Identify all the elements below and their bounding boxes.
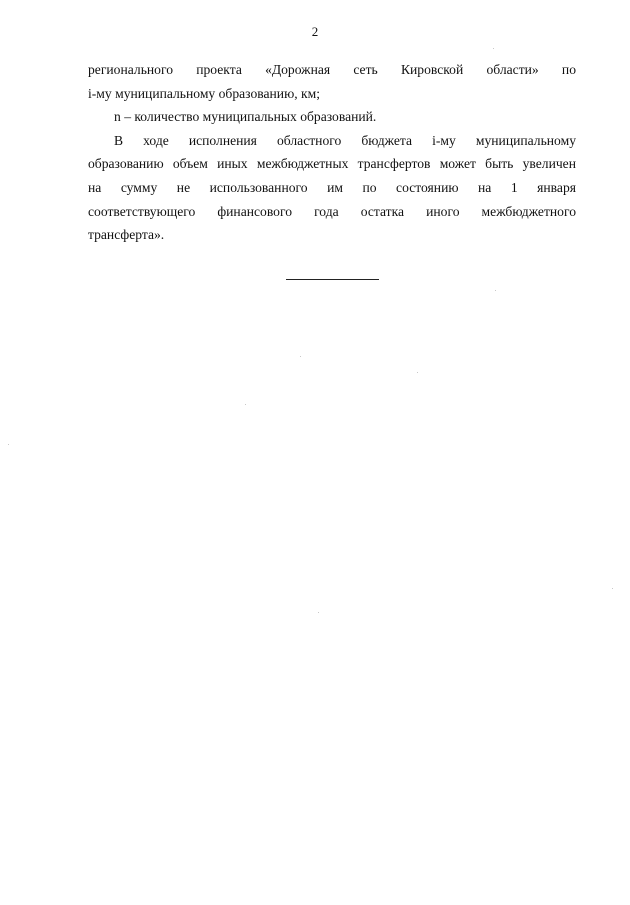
paragraph-3-line-5: трансферта».: [88, 227, 165, 243]
scan-speck: [495, 290, 496, 291]
scan-speck: [612, 588, 613, 589]
scan-speck: [245, 404, 246, 405]
end-separator-line: [286, 279, 379, 280]
paragraph-2-line-1: n – количество муниципальных образований.: [114, 109, 377, 125]
paragraph-3-line-2: образованию объем иных межбюджетных трансфертов может быть увеличен: [88, 156, 576, 172]
scan-speck: [493, 48, 494, 49]
scan-speck: [300, 356, 301, 357]
paragraph-3-line-4: соответствующего финансового года остатка иного межбюджетного: [88, 203, 576, 219]
page-number: 2: [311, 24, 319, 39]
paragraph-1-line-1: регионального проекта «Дорожная сеть Кировской области» по: [88, 62, 576, 77]
scan-speck: [318, 612, 319, 613]
paragraph-3-line-3: на сумму не использованного им по состоянию на 1 января: [88, 179, 576, 195]
scan-speck: [417, 372, 418, 373]
paragraph-3-line-1: В ходе исполнения областного бюджета i-му муниципальному: [114, 132, 576, 148]
paragraph-1-line-2: i-му муниципальному образованию, км;: [88, 85, 321, 101]
scan-speck: [8, 444, 9, 445]
document-body: [88, 58, 576, 247]
